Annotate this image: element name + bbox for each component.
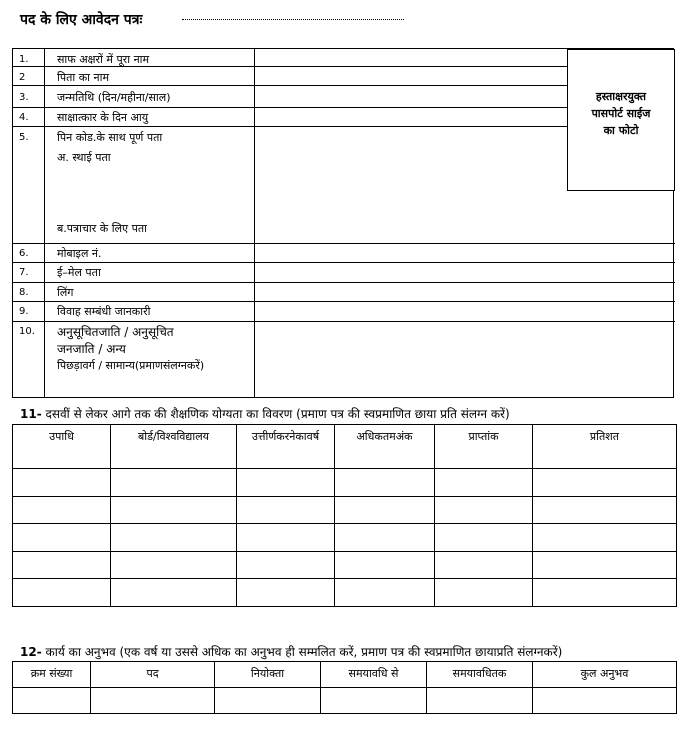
- education-table: [12, 424, 677, 607]
- header-percentage: प्रतिशत: [533, 425, 677, 469]
- header-employer: नियोक्ता: [215, 662, 321, 688]
- table-cell[interactable]: [91, 688, 215, 714]
- experience-section-title: [20, 643, 562, 660]
- row-number: 9.: [19, 306, 29, 317]
- table-cell[interactable]: [237, 524, 335, 552]
- row-number: 2: [19, 72, 26, 83]
- father-name-label: पिता का नाम: [57, 71, 110, 84]
- address-label: पिन कोड.के साथ पूर्ण पता: [57, 131, 163, 144]
- photo-line-3: का फोटो: [603, 124, 639, 137]
- header-serial-number: क्रम संख्या: [13, 662, 91, 688]
- table-cell[interactable]: [13, 524, 111, 552]
- table-cell[interactable]: [237, 469, 335, 497]
- dob-label: जन्मतिथि (दिन/महीना/साल): [57, 91, 171, 104]
- full-name-label: साफ अक्षरों में पूरा नाम: [57, 53, 150, 66]
- table-cell[interactable]: [215, 688, 321, 714]
- category-label-line3: पिछड़ावर्ग / सामान्य(प्रमाणसंलग्नकरें): [57, 359, 205, 372]
- header-max-marks: अधिकतमअंक: [335, 425, 435, 469]
- row-divider: [13, 85, 567, 86]
- row-divider: [13, 321, 675, 322]
- table-cell[interactable]: [435, 524, 533, 552]
- row-number: 6.: [19, 248, 29, 259]
- header-board: बोर्ड/विश्वविद्यालय: [111, 425, 237, 469]
- photo-line-1: हस्ताक्षरयुक्त: [595, 90, 647, 103]
- table-cell[interactable]: [427, 688, 533, 714]
- header-period-to: समयावधितक: [427, 662, 533, 688]
- table-cell[interactable]: [13, 497, 111, 524]
- row-number: 1.: [19, 54, 29, 65]
- row-divider: [13, 282, 675, 283]
- table-row: [13, 688, 677, 714]
- permanent-address-label: अ. स्थाई पता: [57, 151, 111, 164]
- row-divider: [13, 107, 567, 108]
- row-number: 10.: [19, 326, 35, 337]
- table-cell[interactable]: [335, 469, 435, 497]
- photo-box[interactable]: [567, 49, 675, 191]
- table-cell[interactable]: [111, 552, 237, 579]
- table-cell[interactable]: [237, 579, 335, 607]
- email-label: ई–मेल पता: [57, 266, 101, 279]
- header-degree: उपाधि: [13, 425, 111, 469]
- row-number: 7.: [19, 267, 29, 278]
- table-cell[interactable]: [111, 524, 237, 552]
- correspondence-address-label: ब.पत्राचार के लिए पता: [57, 222, 147, 235]
- post-name-blank[interactable]: [182, 19, 404, 20]
- table-cell[interactable]: [435, 497, 533, 524]
- section-number: 11-: [20, 407, 42, 421]
- header-passing-year: उत्तीर्णकरनेकावर्ष: [237, 425, 335, 469]
- header-obtained-marks: प्राप्तांक: [435, 425, 533, 469]
- row-divider: [13, 126, 567, 127]
- table-row: [13, 497, 677, 524]
- category-label: अनुसूचितजाति / अनुसूचित: [57, 325, 174, 339]
- experience-title-text: कार्य का अनुभव (एक वर्ष या उससे अधिक का अनुभव ही सम्मलित करें, प्रमाण पत्र की स्वप्रमाणित छायाप्रति संलग्नकरें): [45, 645, 563, 659]
- personal-details-table: [12, 48, 674, 398]
- table-cell[interactable]: [533, 497, 677, 524]
- table-cell[interactable]: [335, 579, 435, 607]
- row-divider: [13, 262, 675, 263]
- experience-table: [12, 661, 677, 714]
- header-post: पद: [91, 662, 215, 688]
- photo-line-2: पासपोर्ट साईज: [591, 107, 651, 120]
- table-cell[interactable]: [533, 552, 677, 579]
- table-row: [13, 524, 677, 552]
- table-cell[interactable]: [533, 579, 677, 607]
- education-section-title: [20, 405, 510, 422]
- table-cell[interactable]: [435, 469, 533, 497]
- gender-label: लिंग: [57, 286, 74, 299]
- column-divider: [44, 49, 45, 397]
- age-label: साक्षात्कार के दिन आयु: [57, 111, 149, 124]
- header-period-from: समयावधि से: [321, 662, 427, 688]
- table-cell[interactable]: [111, 579, 237, 607]
- table-row: [13, 579, 677, 607]
- table-cell[interactable]: [533, 524, 677, 552]
- table-cell[interactable]: [335, 524, 435, 552]
- row-divider: [13, 301, 675, 302]
- table-cell[interactable]: [321, 688, 427, 714]
- row-number: 3.: [19, 92, 29, 103]
- row-number: 8.: [19, 287, 29, 298]
- mobile-label: मोबाइल नं.: [57, 247, 102, 260]
- table-row: [13, 552, 677, 579]
- row-divider: [13, 243, 675, 244]
- table-cell[interactable]: [533, 688, 677, 714]
- table-cell[interactable]: [435, 552, 533, 579]
- table-cell[interactable]: [237, 552, 335, 579]
- table-cell[interactable]: [13, 688, 91, 714]
- header-total-experience: कुल अनुभव: [533, 662, 677, 688]
- table-cell[interactable]: [13, 469, 111, 497]
- table-cell[interactable]: [13, 552, 111, 579]
- column-divider: [254, 49, 255, 397]
- table-cell[interactable]: [335, 497, 435, 524]
- table-cell[interactable]: [335, 552, 435, 579]
- table-row: [13, 469, 677, 497]
- section-number: 12-: [20, 645, 42, 659]
- marital-status-label: विवाह सम्बंधी जानकारी: [57, 305, 151, 318]
- row-number: 5.: [19, 132, 29, 143]
- page-title: पद के लिए आवेदन पत्रः: [20, 12, 143, 28]
- table-cell[interactable]: [435, 579, 533, 607]
- category-label-line2: जनजाति / अन्य: [57, 342, 126, 356]
- education-title-text: दसवीं से लेकर आगे तक की शैक्षणिक योग्यता का विवरण (प्रमाण पत्र की स्वप्रमाणित छाया प्रति संलग्न करें): [45, 407, 510, 421]
- photo-instructions: [568, 88, 674, 139]
- table-cell[interactable]: [13, 579, 111, 607]
- table-cell[interactable]: [111, 497, 237, 524]
- table-cell[interactable]: [237, 497, 335, 524]
- table-cell[interactable]: [111, 469, 237, 497]
- row-number: 4.: [19, 112, 29, 123]
- table-cell[interactable]: [533, 469, 677, 497]
